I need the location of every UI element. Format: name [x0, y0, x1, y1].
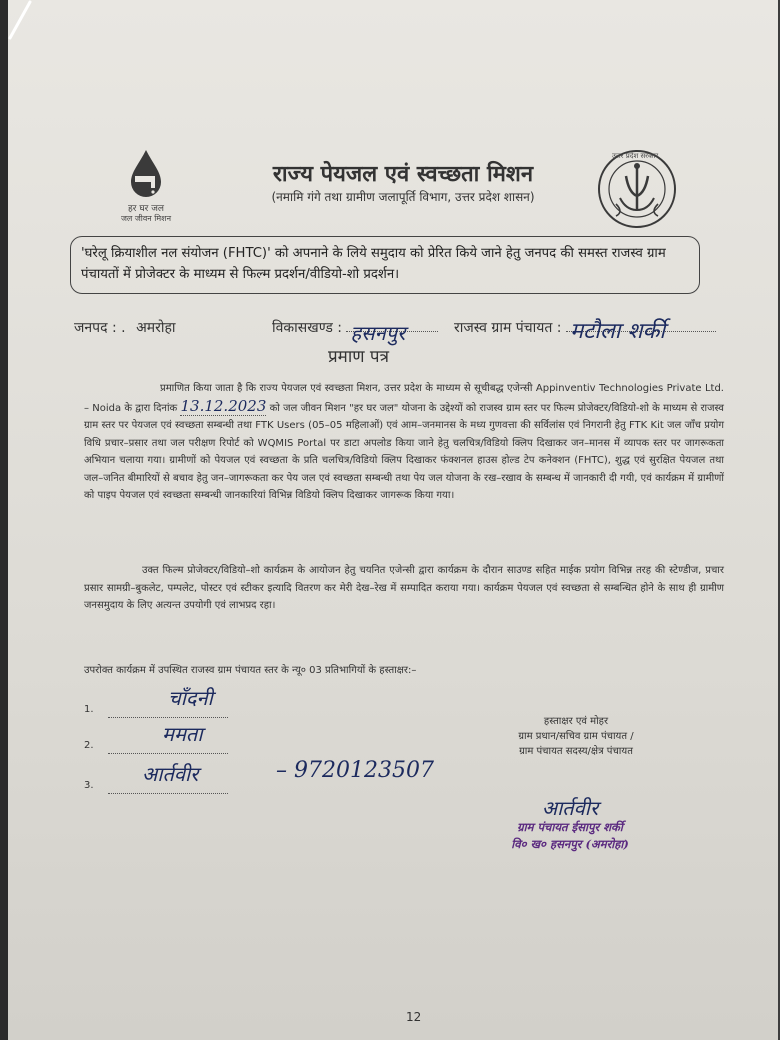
village-value: मटौला शर्की	[569, 319, 666, 344]
stamp-signature: आर्तवीर	[541, 796, 599, 820]
page-number: 12	[406, 1010, 422, 1024]
district-field	[74, 318, 176, 337]
official-stamp	[480, 796, 660, 853]
subject-text: 'घरेलू क्रियाशील नल संयोजन (FHTC)' को अपनाने के लिये समुदाय को प्रेरित किये जाने हेतु जनपद की समस्त राजस्व ग्राम पंचायतों में प्रोजेक्टर के माध्यम से फिल्म प्रदर्शन/वीडियो-शो प्रदर्शन।	[81, 246, 666, 282]
logo-caption: हर घर जल	[128, 204, 164, 214]
paragraph-1	[84, 380, 724, 505]
paragraph-1-rest: को जल जीवन मिशन "हर घर जल" योजना के उद्देश्यों को राजस्व ग्राम स्तर पर फिल्म प्रोजेक्टर/विडियो-शो के माध्यम से राजस्व ग्राम स्तर पर पेयजल एवं स्वच्छता सम्बन्धी तथा FTK Users (05–05 महिलाओं) एवं आम–जनमानस के मध्य गुणवत्ता की सर्विलांस एवं निगरानी हेतु FTK Kit जल जाँच प्रयोग विधि प्रचार–प्रसार तथा जल परीक्षण रिपोर्ट को WQMIS Portal पर डाटा अपलोड किया जाने हेतु चलचित्र/विडियो क्लिप दिखाकर जन–मानस में व्यापक स्तर पर जागरूकता अभियान चलाया गया। ग्रामीणों को पेयजल एवं स्वच्छता के प्रति चलचित्र/विडियो क्लिप दिखाकर फंक्शनल हाउस होल्ड टेप कनेक्शन (FHTC), शुद्ध एवं सुरक्षित पेयजल तथा जल–जनित बीमारियों से बचाव हेतु जन–जागरूकता कर पेय जल एवं स्वच्छता सम्बन्धी तथा पेय जल योजना के रख–रखाव के सम्बन्ध में जानकारी दी गयी, एवं कार्यक्रम में ग्रामीणों को पाइप पेयजल एवं स्वच्छता सम्बन्धी जानकारियां विभिन्न विडियो क्लिप दिखाकर जागरूक किया गया।	[84, 402, 724, 501]
program-date: 13.12.2023	[180, 396, 267, 415]
emblem-caption: उत्तर प्रदेश सरकार	[612, 152, 659, 160]
certificate-heading: प्रमाण पत्र	[328, 347, 389, 367]
signature-number-2: 2.	[84, 740, 94, 751]
paragraph-1-start: प्रमाणित किया जाता है कि राज्य पेयजल एवं स्वच्छता मिशन, उत्तर प्रदेश के माध्यम से सूचीबद्ध एजेन्सी Appinventiv Technologies Private Ltd. – Noida के द्वारा दिनांक	[84, 383, 724, 414]
org-title: राज्य पेयजल एवं स्वच्छता मिशन	[272, 162, 534, 187]
district-label: जनपद : .	[74, 320, 126, 336]
block-label: विकासखण्ड :	[272, 320, 343, 336]
up-government-emblem	[596, 148, 678, 230]
signatory-role-2: ग्राम पंचायत सदस्य/क्षेत्र पंचायत	[519, 746, 633, 757]
paragraph-3: उपरोक्त कार्यक्रम में उपस्थित राजस्व ग्राम पंचायत स्तर के न्यू० 03 प्रतिभागियों के हस्ताक्षर:–	[84, 665, 417, 676]
block-field	[272, 318, 438, 345]
signatory-block	[486, 714, 666, 759]
district-value: अमरोहा	[136, 320, 176, 336]
village-label: राजस्व ग्राम पंचायत :	[454, 320, 562, 336]
signature-number-1: 1.	[84, 704, 94, 715]
logo-caption-2: जल जीवन मिशन	[120, 214, 172, 223]
stamp-line-1: ग्राम पंचायत ईसापुर शर्की	[517, 820, 623, 834]
signatory-role-1: ग्राम प्रधान/सचिव ग्राम पंचायत /	[518, 731, 634, 742]
pen-mark	[8, 0, 48, 40]
signature-seal-label: हस्ताक्षर एवं मोहर	[543, 716, 609, 727]
signature-3: आर्तवीर	[142, 762, 199, 786]
signature-number-3: 3.	[84, 780, 94, 791]
village-field	[454, 318, 716, 344]
signature-1: चाँदनी	[168, 686, 213, 710]
water-drop-tap-icon	[121, 148, 171, 200]
stamp-line-2: वि० ख० हसनपुर (अमरोहा)	[511, 837, 629, 851]
document-page	[8, 0, 778, 1040]
org-subtitle: (नमामि गंगे तथा ग्रामीण जलापूर्ति विभाग, उत्तर प्रदेश शासन)	[271, 190, 535, 204]
signature-line-2	[108, 752, 228, 754]
signature-2: ममता	[162, 722, 203, 746]
left-page-edge	[0, 0, 8, 1040]
block-value: हसनपुर	[350, 321, 406, 345]
paragraph-2: उक्त फिल्म प्रोजेक्टर/विडियो–शो कार्यक्रम के आयोजन हेतु चयनित एजेन्सी द्वारा कार्यक्रम के दौरान साउण्ड सहित माईक प्रयोग विभिन्न तरह की स्टेण्डीज, प्रचार प्रसार सामग्री–बुकलेट, पम्पलेट, पोस्टर एवं स्टीकर इत्यादि वितरण कर मेरी देख–रेख में सम्पादित कराया गया। कार्यक्रम पेयजल एवं स्वच्छता से सम्बन्धित होने के साथ ही ग्रामीण जनसमुदाय के लिए अत्यन्त उपयोगी एवं लाभप्रद रहा।	[84, 565, 724, 611]
subject-box	[70, 236, 700, 294]
signature-line-3	[108, 792, 228, 794]
signature-line-1	[108, 716, 228, 718]
participant-phone: – 9720123507	[276, 758, 434, 783]
har-ghar-jal-logo	[106, 148, 186, 228]
